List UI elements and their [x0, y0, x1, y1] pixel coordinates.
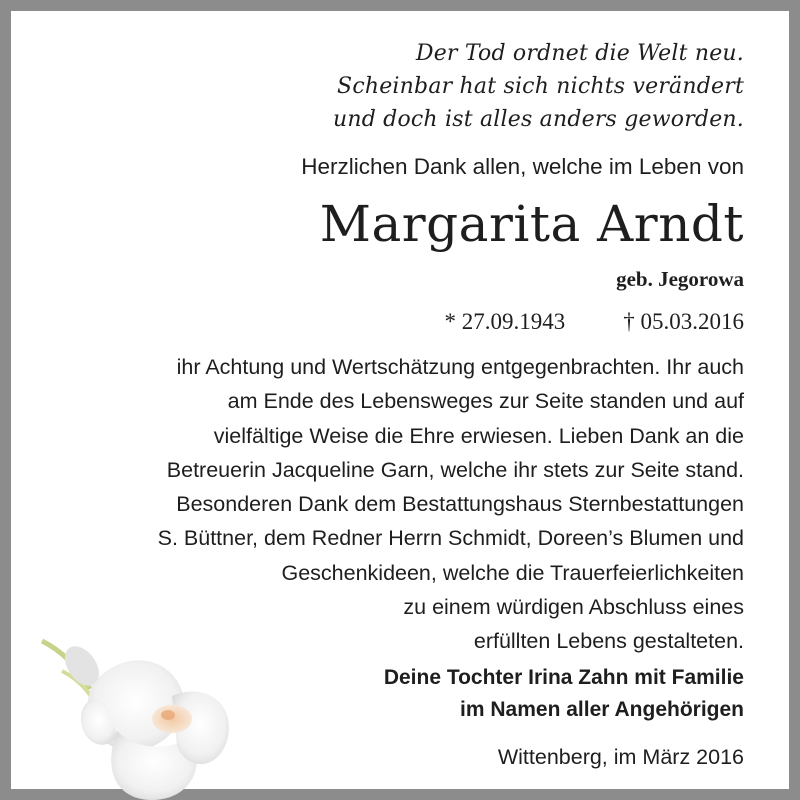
poem-line: Scheinbar hat sich nichts verändert — [337, 74, 744, 99]
body-line: am Ende des Lebensweges zur Seite standen und auf — [227, 389, 744, 414]
body-line: vielfältige Weise die Ehre erwiesen. Lieben Dank an die — [213, 423, 744, 448]
body-line: ihr Achtung und Wertschätzung entgegenbrachten. Ihr auch — [176, 355, 744, 379]
thanks-body — [56, 350, 744, 659]
death-date: † 05.03.2016 — [623, 309, 744, 334]
poem-line: und doch ist alles anders geworden. — [332, 107, 744, 132]
birth-name: geb. Jegorowa — [616, 267, 744, 291]
body-line: Geschenkideen, welche die Trauerfeierlichkeiten — [281, 560, 744, 585]
deceased-name: Margarita Arndt — [319, 195, 744, 253]
body-line: Betreuerin Jacqueline Garn, welche ihr stets zur Seite stand. — [166, 457, 744, 482]
signature — [56, 662, 744, 726]
poem-line: Der Tod ordnet die Welt neu. — [415, 41, 744, 66]
body-line: S. Büttner, dem Redner Herrn Schmidt, Doreen’s Blumen und — [157, 526, 744, 551]
thanks-line: Herzlichen Dank allen, welche im Leben von — [301, 154, 744, 179]
birth-date: * 27.09.1943 — [444, 309, 566, 334]
body-line: zu einem würdigen Abschluss eines — [403, 595, 744, 620]
body-line: erfüllten Lebens gestalteten. — [473, 629, 744, 654]
place-date: Wittenberg, im März 2016 — [497, 745, 744, 769]
poem — [56, 37, 744, 136]
signature-line: im Namen aller Angehörigen — [460, 698, 744, 721]
body-line: Besonderen Dank dem Bestattungshaus Sternbestattungen — [176, 492, 744, 517]
signature-line: Deine Tochter Irina Zahn mit Familie — [383, 666, 744, 689]
life-dates — [56, 307, 744, 337]
